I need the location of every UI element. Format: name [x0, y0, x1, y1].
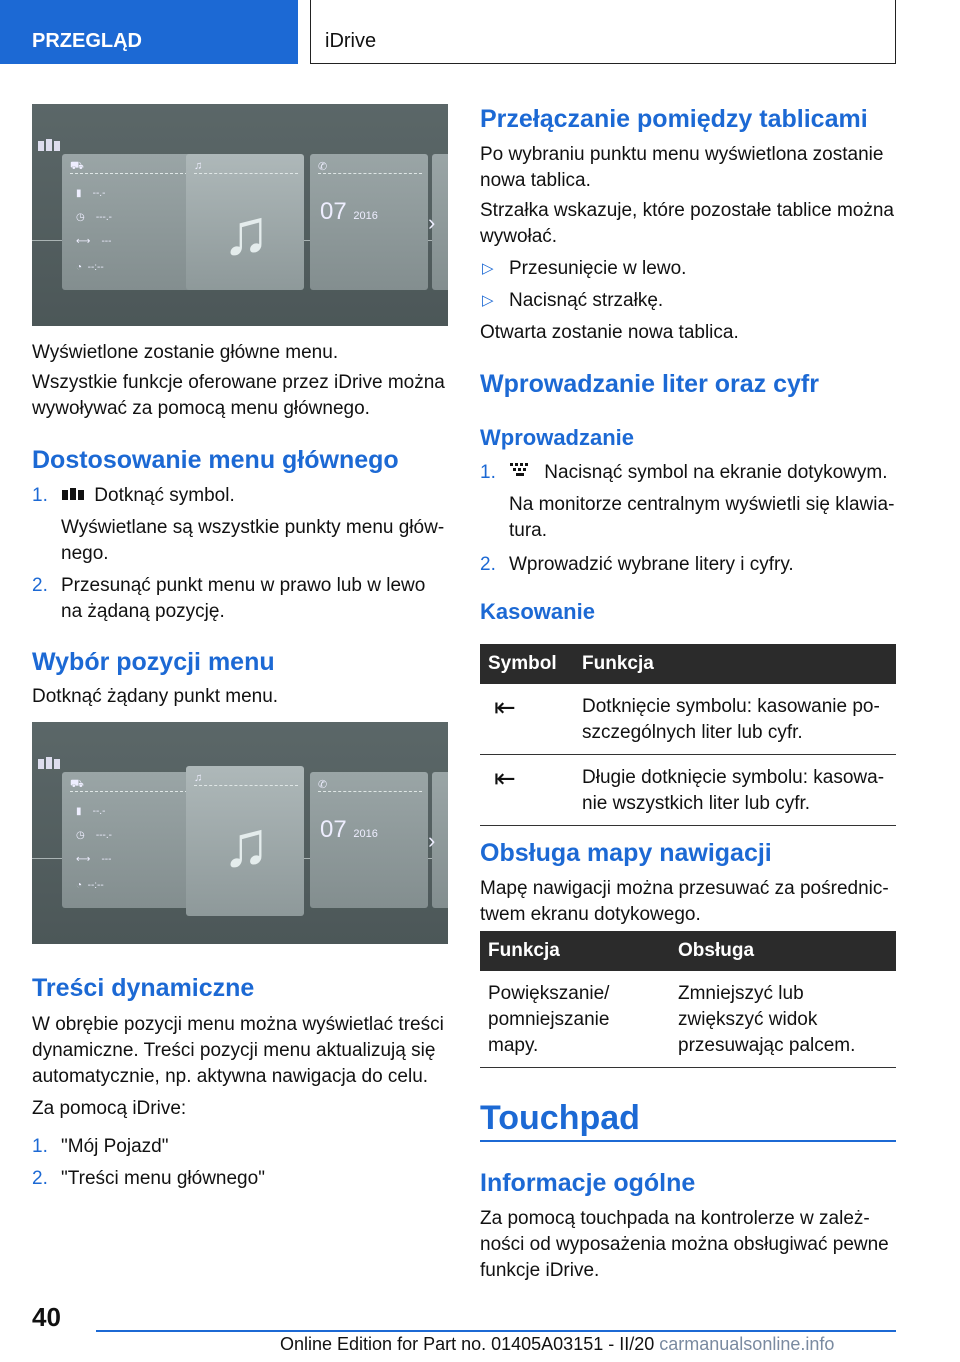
range-icon: ⟷	[76, 854, 91, 865]
main-menu-screenshot	[32, 104, 448, 326]
footer-edition	[280, 1334, 834, 1355]
step-number: 2.	[480, 554, 496, 575]
step-text: "Mój Pojazd"	[61, 1136, 169, 1157]
step-number: 1.	[480, 462, 496, 483]
fuel-value: --.-	[92, 188, 106, 199]
menu-arrange-icon	[61, 483, 89, 509]
date-year: 2016	[353, 210, 378, 222]
phone-panel	[310, 772, 428, 908]
list-item	[32, 1166, 448, 1192]
clock-icon: ◔	[76, 262, 83, 273]
phone-icon: ✆	[318, 779, 328, 791]
step-number: 2.	[32, 1168, 48, 1189]
section-heading: Informacje ogólne	[480, 1169, 696, 1197]
list-item	[32, 483, 448, 509]
fuel-value: --.-	[92, 806, 106, 817]
vehicle-panel	[62, 772, 204, 908]
vehicle-panel	[62, 154, 204, 290]
list-item	[480, 288, 896, 314]
delete-arrow-icon: ⇤	[480, 684, 574, 755]
heading-rule	[480, 1140, 896, 1142]
chapter-heading: Touchpad	[480, 1099, 640, 1137]
time-row	[76, 262, 104, 273]
table-header-row	[480, 931, 896, 971]
menu-arrange-icon	[38, 138, 60, 152]
section-heading: Wybór pozycji menu	[32, 648, 275, 676]
chapter-title: iDrive	[325, 30, 377, 52]
column-header: Obsługa	[670, 931, 896, 971]
bullet-text: Przesunięcie w lewo.	[509, 258, 687, 279]
media-panel-selected	[186, 766, 304, 916]
speed-row	[76, 212, 112, 223]
table-row	[480, 971, 896, 1068]
column-header: Funkcja	[574, 644, 896, 684]
phone-panel-title	[318, 160, 422, 174]
table-cell: Zmniejszyć lub zwiększyć widok przesuwając palcem.	[670, 971, 896, 1068]
media-panel-title	[194, 772, 298, 786]
table-cell: Długie dotknięcie symbolu: kasowanie wszystkich liter lub cyfr.	[574, 755, 896, 826]
paragraph: Za pomocą iDrive:	[32, 1098, 187, 1119]
menu-selection-screenshot	[32, 722, 448, 944]
date-day: 07	[320, 816, 347, 843]
speed-value: ---.-	[95, 212, 112, 223]
fuel-row	[76, 806, 105, 817]
vehicle-panel-title	[70, 778, 198, 792]
paragraph: Po wybraniu punktu menu wyświetlona zostanie nowa tablica.	[480, 144, 884, 191]
music-icon: ♫	[194, 772, 203, 784]
steps-list	[32, 483, 448, 625]
media-panel-title	[194, 160, 298, 174]
phone-panel-title	[318, 778, 422, 792]
section-heading: Dostosowanie menu głównego	[32, 446, 399, 474]
section-heading: Obsługa mapy nawigacji	[480, 839, 772, 867]
chapter-header	[310, 0, 896, 64]
watermark-text: carmanualsonline.info	[659, 1334, 835, 1354]
table-row	[480, 684, 896, 755]
date-day: 07	[320, 198, 347, 225]
range-value: ---	[101, 236, 112, 247]
music-note-icon: ♫	[222, 196, 270, 268]
paragraph: Za pomocą touchpada na kontrolerze w zależności od wyposażenia można obsługiwać pewne funkcje iDrive.	[480, 1208, 889, 1281]
speed-value: ---.-	[95, 830, 112, 841]
range-icon: ⟷	[76, 236, 91, 247]
page-number: 40	[32, 1302, 61, 1332]
step-subtext: Na monitorze centralnym wyświetli się klawiatura.	[509, 494, 895, 541]
section-tab	[0, 0, 298, 64]
step-text: "Treści menu głównego"	[61, 1168, 265, 1189]
step-number: 2.	[32, 575, 48, 596]
phone-panel	[310, 154, 428, 290]
media-panel	[186, 154, 304, 290]
step-text: Przesunąć punkt menu w prawo lub w lewo na żądaną pozycję.	[61, 575, 426, 622]
list-item	[32, 1134, 448, 1160]
section-heading: Treści dynamiczne	[32, 974, 255, 1002]
subsection-heading: Wprowadzanie	[480, 425, 635, 450]
steps-list	[32, 1134, 448, 1192]
steps-list	[480, 460, 896, 578]
paragraph: Wszystkie funkcje oferowane przez iDrive można wywoływać za pomocą menu głównego.	[32, 372, 445, 419]
music-icon: ♫	[194, 160, 203, 172]
clock-icon: ◔	[76, 880, 83, 891]
table-cell: Powiększanie/ pomniejszanie mapy.	[480, 971, 670, 1068]
speed-icon: ◷	[76, 212, 85, 223]
paragraph: W obrębie pozycji menu można wyświetlać treści dynamiczne. Treści pozycji menu aktualizują się automatycznie, np. aktywna nawigacja do celu.	[32, 1014, 444, 1087]
list-item	[480, 552, 896, 578]
delete-symbol-table	[480, 644, 896, 826]
triangle-bullet-icon: ▷	[482, 292, 494, 309]
section-heading: Wprowadzanie liter oraz cyfr	[480, 370, 819, 398]
chevron-right-icon: ›	[428, 210, 436, 235]
fuel-icon: ▮	[76, 188, 82, 199]
step-number: 1.	[32, 485, 48, 506]
bullet-list	[480, 256, 896, 314]
section-heading: Przełączanie pomiędzy tablicami	[480, 105, 868, 133]
triangle-bullet-icon: ▷	[482, 260, 494, 277]
range-value: ---	[101, 854, 112, 865]
step-number: 1.	[32, 1136, 48, 1157]
date-display	[320, 198, 378, 226]
keyboard-icon	[509, 460, 539, 486]
delete-arrow-icon: ⇤	[480, 755, 574, 826]
paragraph: Dotknąć żądany punkt menu.	[32, 686, 279, 707]
list-item-sub	[32, 515, 448, 567]
table-row	[480, 755, 896, 826]
column-header: Symbol	[480, 644, 574, 684]
edition-text: Online Edition for Part no. 01405A03151 - II/20	[280, 1334, 655, 1354]
subsection-heading: Kasowanie	[480, 599, 595, 624]
step-text: Wprowadzić wybrane litery i cyfry.	[509, 554, 794, 575]
car-icon: ⛟	[70, 778, 84, 790]
column-header: Funkcja	[480, 931, 670, 971]
list-item	[480, 256, 896, 282]
fuel-icon: ▮	[76, 806, 82, 817]
chevron-right-icon: ›	[428, 828, 436, 853]
table-header-row	[480, 644, 896, 684]
step-subtext: Wyświetlane są wszystkie punkty menu głównego.	[61, 517, 445, 564]
speed-row	[76, 830, 112, 841]
section-title: PRZEGLĄD	[32, 30, 142, 52]
bullet-text: Nacisnąć strzałkę.	[509, 290, 664, 311]
map-operation-table	[480, 931, 896, 1068]
phone-icon: ✆	[318, 161, 328, 173]
step-text: Nacisnąć symbol na ekranie dotykowym.	[544, 462, 888, 483]
music-note-icon: ♫	[222, 808, 270, 880]
time-value: --:--	[87, 880, 104, 891]
range-row	[76, 236, 111, 247]
time-value: --:--	[87, 262, 104, 273]
list-item	[32, 573, 448, 625]
menu-arrange-icon	[38, 756, 60, 770]
date-display	[320, 816, 378, 844]
speed-icon: ◷	[76, 830, 85, 841]
fuel-row	[76, 188, 105, 199]
date-year: 2016	[353, 828, 378, 840]
list-item-sub	[480, 492, 896, 544]
paragraph: Wyświetlone zostanie główne menu.	[32, 342, 339, 363]
paragraph: Strzałka wskazuje, które pozostałe tablice można wywołać.	[480, 200, 894, 247]
paragraph: Mapę nawigacji można przesuwać za pośrednictwem ekranu dotykowego.	[480, 878, 889, 925]
car-icon: ⛟	[70, 160, 84, 172]
footer-rule	[96, 1330, 896, 1332]
table-cell: Dotknięcie symbolu: kasowanie poszczególnych liter lub cyfr.	[574, 684, 896, 755]
paragraph: Otwarta zostanie nowa tablica.	[480, 322, 739, 343]
time-row	[76, 880, 104, 891]
list-item	[480, 460, 896, 486]
range-row	[76, 854, 111, 865]
vehicle-panel-title	[70, 160, 198, 174]
step-text: Dotknąć symbol.	[94, 485, 235, 506]
